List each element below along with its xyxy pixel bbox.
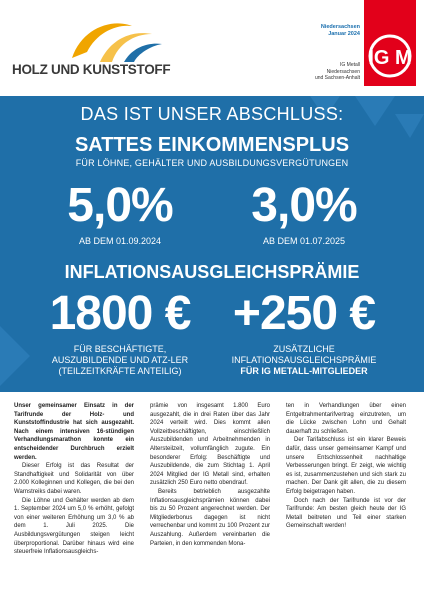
bonus-2-note <box>214 344 394 377</box>
bonus-2-value: +250 € <box>232 287 376 340</box>
issue-date: Januar 2024 <box>328 31 360 37</box>
article-column-2 <box>150 402 270 548</box>
brand-name: HOLZ UND KUNSTSTOFF <box>12 62 171 77</box>
bonus-2-emphasis: FÜR IG METALL-MITGLIEDER <box>240 366 368 376</box>
region-name: Niedersachsen <box>320 24 360 30</box>
org-line-2: Niedersachsen <box>326 68 360 75</box>
banner-heading: DAS IST UNSER ABSCHLUSS: <box>80 104 344 124</box>
article-column-3 <box>286 402 406 531</box>
article-paragraph: Doch nach der Tarifrunde ist vor der Tarifrunde: Am besten gleich heute der IG Metall beitreten und Teil einer starken Gemeinschaft werden! <box>286 497 406 530</box>
increase-2-value: 3,0% <box>251 179 357 232</box>
banner-subheading: SATTES EINKOMMENSPLUS <box>74 134 350 156</box>
agreement-banner <box>0 96 424 392</box>
article-paragraph: prämie von insgesamt 1.800 Euro ausgezahlt, die in drei Raten über das Jahr 2024 verteilt wird. Dies kommt allen Vollzeitbeschäftigten, einschließlich Auszubildenden und Arbeitnehmenden in Altersteilzeit, vollumfänglich zugute. Ein besonderer Erfolg: Beschäftigte und Auszubildende, die zum Stichtag 1. April 2024 Mitglied der IG Metall sind, erhalten zusätzlich 250 Euro netto obendrauf. <box>150 403 270 487</box>
bonus-2-line-1: ZUSÄTZLICHE <box>273 344 335 354</box>
region-info <box>290 24 360 38</box>
article-lead: Unser gemeinsamer Einsatz in der Tarifrunde der Holz- und Kunststoffindustrie hat sich ausgezahlt. Nach einem intensiven 16-stündigen Verhandlungsmarathon konnte ein entscheidender Durchbruch erzielt werden. <box>14 403 134 461</box>
bonus-2-line-2: INFLATIONSAUSGLEICHSPRÄMIE <box>231 355 377 365</box>
header <box>0 0 424 96</box>
article-paragraph: Bereits betrieblich ausgezahlte Inflationsausgleichsprämien können dabei bis zu 50 Prozent angerechnet werden. Der Mitgliederbonus dagegen ist nicht verrechenbar und kommt zu 100 Prozent zur Auszahlung. Außerdem vereinbarten die Parteien, in den kommenden Mona- <box>150 488 270 547</box>
increase-1-label: AB DEM 01.09.2024 <box>78 236 162 246</box>
bonus-1-line-3: (TEILZEITKRÄFTE ANTEILIG) <box>58 366 182 376</box>
brand-logo <box>12 18 182 88</box>
ig-metall-logo <box>364 0 416 86</box>
ig-metall-logo-icon <box>364 0 416 86</box>
article-body <box>14 402 410 592</box>
increase-1-value: 5,0% <box>67 179 173 232</box>
banner-subline: FÜR LÖHNE, GEHÄLTER UND AUSBILDUNGSVERGÜTUNGEN <box>75 158 349 168</box>
article-paragraph: Die Löhne und Gehälter werden ab dem 1. September 2024 um 5,0 % erhöht, gefolgt von einer weiteren Erhöhung um 3,0 % ab dem 1. Juli 2025. Die Ausbildungsvergütungen steigen leicht überproportional. Darüber hinaus wird eine steuerfreie Inflationsausgleichs- <box>14 497 134 556</box>
bonus-1-note <box>30 344 210 377</box>
article-paragraph: Dieser Erfolg ist das Resultat der Standhaftigkeit und Solidarität von über 2.000 Kolleginnen und Kollegen, die bei den Warnstreiks dabei waren. <box>14 463 134 495</box>
organisation-info <box>290 62 360 82</box>
bonus-1-line-1: FÜR BESCHÄFTIGTE, <box>73 344 167 354</box>
bonus-heading: INFLATIONSAUSGLEICHSPRÄMIE <box>64 262 360 282</box>
increase-2-label: AB DEM 01.07.2025 <box>262 236 346 246</box>
swoosh-icon <box>12 18 182 66</box>
article-column-1 <box>14 402 134 557</box>
org-line-1: IG Metall <box>339 62 360 68</box>
bonus-1-line-2: AUSZUBILDENDE UND ATZ-LER <box>51 355 189 365</box>
logo-lettering: IG M <box>368 47 412 69</box>
article-paragraph: Der Tarifabschluss ist ein klarer Beweis dafür, dass unser gemeinsamer Kampf und unsere Entschlossenheit nachhaltige Verbesserungen bringt. Er zeigt, wie wichtig es ist, zusammenzustehen und sich stark zu machen. Der Dank gilt allen, die zu diesem Erfolg beigetragen haben. <box>286 437 406 495</box>
bonus-1-value: 1800 € <box>49 287 191 340</box>
org-line-3: und Sachsen-Anhalt <box>314 75 360 81</box>
article-paragraph: ten in Verhandlungen über einen Entgeltrahmentarifvertrag einzutreten, um die Lücke zwischen Lohn und Gehalt dauerhaft zu schließen. <box>286 403 406 435</box>
